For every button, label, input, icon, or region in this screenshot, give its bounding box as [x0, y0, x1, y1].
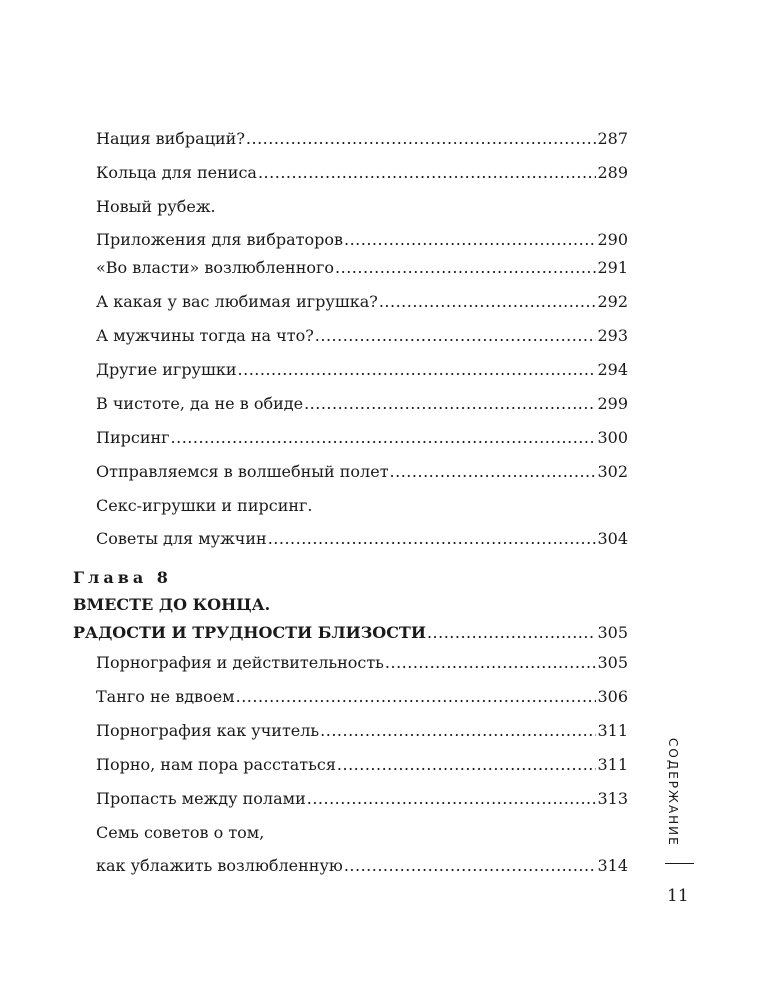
- dot-leader: [171, 428, 597, 448]
- chapter-title: РАДОСТИ И ТРУДНОСТИ БЛИЗОСТИ: [73, 623, 426, 642]
- toc-entry: [96, 755, 628, 775]
- entry-title: Приложения для вибраторов: [96, 230, 343, 249]
- dot-leader: [307, 789, 597, 809]
- page-number: 302: [597, 462, 628, 481]
- toc-line: [96, 496, 628, 516]
- toc-line: [96, 326, 628, 346]
- toc-entry: [96, 292, 628, 312]
- entry-title: Новый рубеж.: [96, 197, 216, 216]
- toc-line: [96, 394, 628, 414]
- page-number: 290: [597, 230, 628, 249]
- page-number: 311: [597, 721, 628, 740]
- dot-leader: [379, 292, 597, 312]
- toc-entry: [96, 394, 628, 414]
- chapter-heading-line: [73, 595, 628, 615]
- page-number: 287: [597, 129, 628, 148]
- toc-entry: [96, 197, 628, 250]
- entry-title: В чистоте, да не в обиде: [96, 394, 304, 413]
- dot-leader: [427, 623, 597, 643]
- toc-entry: [96, 496, 628, 549]
- page-number: 294: [597, 360, 628, 379]
- toc-line: [96, 462, 628, 482]
- toc-entry: [96, 326, 628, 346]
- dot-leader: [344, 856, 597, 876]
- dot-leader: [385, 653, 597, 673]
- entry-title: Порно, нам пора расстаться: [96, 755, 336, 774]
- page-number: 306: [597, 687, 628, 706]
- dot-leader: [236, 687, 597, 707]
- entry-title: Танго не вдвоем: [96, 687, 235, 706]
- page-number: 289: [597, 163, 628, 182]
- toc-entry: [96, 163, 628, 183]
- toc-line: [96, 163, 628, 183]
- entry-title: А какая у вас любимая игрушка?: [96, 292, 378, 311]
- toc-entry: [96, 462, 628, 482]
- toc-line: [96, 653, 628, 673]
- entry-title: Нация вибраций?: [96, 129, 245, 148]
- page-number: 299: [597, 394, 628, 413]
- page-number: 300: [597, 428, 628, 447]
- entry-title: Пирсинг: [96, 428, 170, 447]
- toc-line: [96, 258, 628, 278]
- dot-leader: [344, 230, 596, 250]
- page-number: 305: [597, 653, 628, 672]
- page-number: 311: [597, 755, 628, 774]
- dot-leader: [320, 721, 596, 741]
- toc-line: [96, 360, 628, 380]
- entry-title: «Во власти» возлюбленного: [96, 258, 335, 277]
- toc-line: [96, 789, 628, 809]
- toc-line: [96, 856, 628, 876]
- toc-entry: [96, 823, 628, 876]
- entry-title: Порнография как учитель: [96, 721, 320, 740]
- page-number: 293: [597, 326, 628, 345]
- chapter-heading: [73, 595, 628, 643]
- entry-title: как ублажить возлюбленную: [96, 856, 343, 875]
- chapter-label: Глава 8: [73, 568, 172, 587]
- dot-leader: [315, 326, 597, 346]
- entry-title: Семь советов о том,: [96, 823, 265, 842]
- toc-entry: [96, 789, 628, 809]
- page-number: 314: [597, 856, 628, 875]
- entry-title: Отправляемся в волшебный полет: [96, 462, 389, 481]
- toc-entry: [96, 129, 628, 149]
- entry-title: Другие игрушки: [96, 360, 237, 379]
- dot-leader: [335, 258, 596, 278]
- page-folio: 11: [667, 886, 689, 906]
- entry-title: Пропасть между полами: [96, 789, 306, 808]
- toc-entry: [96, 721, 628, 741]
- toc-line: [96, 687, 628, 707]
- running-head: СОДЕРЖАНИЕ: [666, 738, 680, 847]
- toc-entry: [96, 428, 628, 448]
- dot-leader: [337, 755, 597, 775]
- page-number: 313: [597, 789, 628, 808]
- entry-title: Советы для мужчин: [96, 529, 267, 548]
- dot-leader: [304, 394, 596, 414]
- toc-line: [96, 721, 628, 741]
- toc-entry: [96, 653, 628, 673]
- dot-leader: [246, 129, 597, 149]
- dot-leader: [390, 462, 597, 482]
- dot-leader: [238, 360, 597, 380]
- chapter-title: ВМЕСТЕ ДО КОНЦА.: [73, 595, 271, 614]
- toc-entry: [96, 360, 628, 380]
- entry-title: Кольца для пениса: [96, 163, 257, 182]
- toc-entry: [96, 687, 628, 707]
- running-head-rule: [665, 863, 694, 864]
- toc-line: [96, 129, 628, 149]
- toc-entry: [96, 258, 628, 278]
- toc-line: [96, 823, 628, 843]
- toc-line: [96, 292, 628, 312]
- entry-title: Порнография и действительность: [96, 653, 384, 672]
- toc-line: [96, 529, 628, 549]
- toc-line: [96, 755, 628, 775]
- entry-title: Секс-игрушки и пирсинг.: [96, 496, 313, 515]
- toc-line: [96, 230, 628, 250]
- dot-leader: [268, 529, 597, 549]
- entry-title: А мужчины тогда на что?: [96, 326, 314, 345]
- toc-line: [96, 197, 628, 217]
- page-number: 291: [597, 258, 628, 277]
- chapter-heading-line: [73, 623, 628, 643]
- dot-leader: [258, 163, 596, 183]
- page-number: 292: [597, 292, 628, 311]
- toc-line: [96, 428, 628, 448]
- page-number: 304: [597, 529, 628, 548]
- page-number: 305: [597, 623, 628, 642]
